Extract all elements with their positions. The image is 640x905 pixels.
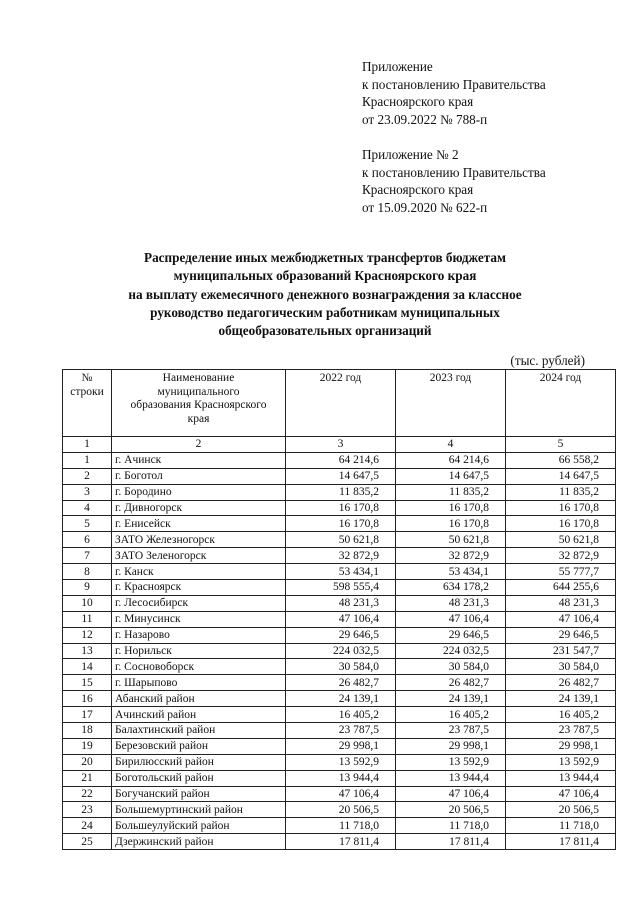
table-row xyxy=(63,659,616,675)
value-2023-cell: 26 482,7 xyxy=(396,675,506,691)
row-number-cell: 11 xyxy=(63,611,112,627)
attachment-header-line: Приложение № 2 xyxy=(362,147,459,162)
table-row xyxy=(63,516,616,532)
row-number-cell: 22 xyxy=(63,786,112,802)
municipality-cell: г. Назарово xyxy=(112,627,286,643)
value-2022-cell: 47 106,4 xyxy=(286,786,396,802)
value-2023-cell: 53 434,1 xyxy=(396,564,506,580)
value-2024-cell: 29 998,1 xyxy=(506,738,616,754)
header-text: образования Красноярского xyxy=(130,399,267,411)
value-2022-cell: 11 718,0 xyxy=(286,818,396,834)
value-2024-cell: 48 231,3 xyxy=(506,595,616,611)
table-row xyxy=(63,532,616,548)
value-2023-cell: 29 646,5 xyxy=(396,627,506,643)
table-header-row xyxy=(63,370,616,437)
row-number-cell: 13 xyxy=(63,643,112,659)
value-2024-cell: 47 106,4 xyxy=(506,611,616,627)
municipality-cell: Богучанский район xyxy=(112,786,286,802)
value-2023-cell: 29 998,1 xyxy=(396,738,506,754)
municipality-cell: Боготольский район xyxy=(112,770,286,786)
table-row xyxy=(63,627,616,643)
row-number-cell: 4 xyxy=(63,500,112,516)
municipality-cell: г. Сосновоборск xyxy=(112,659,286,675)
column-number-row xyxy=(63,437,616,453)
row-number-cell: 7 xyxy=(63,548,112,564)
value-2023-cell: 48 231,3 xyxy=(396,595,506,611)
row-number-cell: 24 xyxy=(63,818,112,834)
municipality-cell: Балахтинский район xyxy=(112,723,286,739)
row-number-cell: 18 xyxy=(63,723,112,739)
row-number-cell: 1 xyxy=(63,452,112,468)
header-2022: 2022 год xyxy=(286,370,396,437)
value-2024-cell: 11 835,2 xyxy=(506,484,616,500)
municipality-cell: г. Дивногорск xyxy=(112,500,286,516)
attachment-header-line: Красноярского края xyxy=(362,182,474,197)
municipality-cell: г. Шарыпово xyxy=(112,675,286,691)
row-number-cell: 21 xyxy=(63,770,112,786)
municipality-cell: г. Минусинск xyxy=(112,611,286,627)
row-number-cell: 20 xyxy=(63,754,112,770)
value-2024-cell: 17 811,4 xyxy=(506,834,616,850)
table-row xyxy=(63,723,616,739)
attachment-header-line: от 23.09.2022 № 788-п xyxy=(362,111,488,127)
header-text: края xyxy=(187,412,210,425)
table-row xyxy=(63,468,616,484)
row-number-cell: 5 xyxy=(63,516,112,532)
municipality-cell: Большеулуйский район xyxy=(112,818,286,834)
table-row xyxy=(63,802,616,818)
header-2023: 2023 год xyxy=(396,370,506,437)
municipality-cell: г. Красноярск xyxy=(112,580,286,596)
value-2022-cell: 14 647,5 xyxy=(286,468,396,484)
value-2022-cell: 17 811,4 xyxy=(286,834,396,850)
row-number-cell: 10 xyxy=(63,595,112,611)
municipality-cell: Большемуртинский район xyxy=(112,802,286,818)
units-label: (тыс. рублей) xyxy=(510,353,585,368)
table-row xyxy=(63,770,616,786)
table-row xyxy=(63,675,616,691)
row-number-cell: 12 xyxy=(63,627,112,643)
table-row xyxy=(63,548,616,564)
value-2023-cell: 23 787,5 xyxy=(396,723,506,739)
row-number-cell: 17 xyxy=(63,707,112,723)
municipality-cell: Бирилюсский район xyxy=(112,754,286,770)
column-number: 5 xyxy=(506,437,616,453)
municipality-cell: г. Бородино xyxy=(112,484,286,500)
value-2022-cell: 47 106,4 xyxy=(286,611,396,627)
header-text: строки xyxy=(70,385,104,398)
value-2022-cell: 224 032,5 xyxy=(286,643,396,659)
municipality-cell: г. Лесосибирск xyxy=(112,595,286,611)
title-line: муниципальных образований Красноярского края xyxy=(173,268,477,284)
value-2023-cell: 64 214,6 xyxy=(396,452,506,468)
attachment-header-line: к постановлению Правительства xyxy=(362,76,546,92)
attachment-header-line: от 15.09.2020 № 622-п xyxy=(362,199,488,215)
table-row xyxy=(63,707,616,723)
document-title xyxy=(40,249,610,340)
column-number: 1 xyxy=(63,437,112,453)
table-row xyxy=(63,754,616,770)
value-2022-cell: 50 621,8 xyxy=(286,532,396,548)
value-2024-cell: 13 592,9 xyxy=(506,754,616,770)
municipality-cell: Дзержинский район xyxy=(112,834,286,850)
municipality-cell: Ачинский район xyxy=(112,707,286,723)
title-line: Распределение иных межбюджетных трансфертов бюджетам xyxy=(144,250,506,265)
municipality-cell: ЗАТО Зеленогорск xyxy=(112,548,286,564)
value-2023-cell: 16 405,2 xyxy=(396,707,506,723)
value-2022-cell: 64 214,6 xyxy=(286,452,396,468)
value-2023-cell: 14 647,5 xyxy=(396,468,506,484)
value-2023-cell: 224 032,5 xyxy=(396,643,506,659)
table-row xyxy=(63,564,616,580)
header-2024: 2024 год xyxy=(506,370,616,437)
header-text: муниципального xyxy=(157,385,240,398)
value-2023-cell: 24 139,1 xyxy=(396,691,506,707)
municipality-cell: Березовский район xyxy=(112,738,286,754)
value-2022-cell: 29 998,1 xyxy=(286,738,396,754)
value-2023-cell: 50 621,8 xyxy=(396,532,506,548)
value-2022-cell: 53 434,1 xyxy=(286,564,396,580)
value-2024-cell: 50 621,8 xyxy=(506,532,616,548)
value-2023-cell: 20 506,5 xyxy=(396,802,506,818)
value-2024-cell: 644 255,6 xyxy=(506,580,616,596)
value-2024-cell: 13 944,4 xyxy=(506,770,616,786)
value-2024-cell: 16 405,2 xyxy=(506,707,616,723)
value-2023-cell: 11 718,0 xyxy=(396,818,506,834)
value-2024-cell: 24 139,1 xyxy=(506,691,616,707)
value-2022-cell: 26 482,7 xyxy=(286,675,396,691)
value-2024-cell: 16 170,8 xyxy=(506,516,616,532)
row-number-cell: 3 xyxy=(63,484,112,500)
header-text: № xyxy=(81,372,93,384)
attachment-header-2 xyxy=(362,146,632,216)
value-2022-cell: 29 646,5 xyxy=(286,627,396,643)
municipality-cell: г. Норильск xyxy=(112,643,286,659)
table-row xyxy=(63,818,616,834)
value-2022-cell: 16 170,8 xyxy=(286,500,396,516)
value-2022-cell: 16 405,2 xyxy=(286,707,396,723)
value-2023-cell: 16 170,8 xyxy=(396,516,506,532)
value-2024-cell: 29 646,5 xyxy=(506,627,616,643)
value-2024-cell: 26 482,7 xyxy=(506,675,616,691)
value-2023-cell: 32 872,9 xyxy=(396,548,506,564)
column-number: 2 xyxy=(112,437,286,453)
attachment-header-line: к постановлению Правительства xyxy=(362,164,546,180)
value-2024-cell: 16 170,8 xyxy=(506,500,616,516)
value-2022-cell: 16 170,8 xyxy=(286,516,396,532)
value-2022-cell: 598 555,4 xyxy=(286,580,396,596)
value-2023-cell: 634 178,2 xyxy=(396,580,506,596)
row-number-cell: 15 xyxy=(63,675,112,691)
row-number-cell: 8 xyxy=(63,564,112,580)
municipality-cell: г. Канск xyxy=(112,564,286,580)
title-line: общеобразовательных организаций xyxy=(218,323,432,339)
title-line: руководство педагогическим работникам муниципальных xyxy=(150,304,500,320)
table-row xyxy=(63,452,616,468)
table-row xyxy=(63,643,616,659)
value-2022-cell: 24 139,1 xyxy=(286,691,396,707)
row-number-cell: 23 xyxy=(63,802,112,818)
value-2023-cell: 13 944,4 xyxy=(396,770,506,786)
value-2022-cell: 11 835,2 xyxy=(286,484,396,500)
table-row xyxy=(63,691,616,707)
row-number-cell: 25 xyxy=(63,834,112,850)
value-2023-cell: 17 811,4 xyxy=(396,834,506,850)
value-2023-cell: 30 584,0 xyxy=(396,659,506,675)
value-2022-cell: 13 592,9 xyxy=(286,754,396,770)
value-2024-cell: 55 777,7 xyxy=(506,564,616,580)
value-2024-cell: 30 584,0 xyxy=(506,659,616,675)
table-row xyxy=(63,595,616,611)
table-row xyxy=(63,484,616,500)
attachment-header xyxy=(362,58,632,128)
value-2022-cell: 20 506,5 xyxy=(286,802,396,818)
value-2023-cell: 11 835,2 xyxy=(396,484,506,500)
value-2024-cell: 23 787,5 xyxy=(506,723,616,739)
column-number: 3 xyxy=(286,437,396,453)
value-2022-cell: 30 584,0 xyxy=(286,659,396,675)
table-row xyxy=(63,786,616,802)
municipality-cell: г. Боготол xyxy=(112,468,286,484)
municipality-cell: г. Енисейск xyxy=(112,516,286,532)
table-row xyxy=(63,738,616,754)
value-2024-cell: 66 558,2 xyxy=(506,452,616,468)
value-2024-cell: 11 718,0 xyxy=(506,818,616,834)
value-2023-cell: 47 106,4 xyxy=(396,611,506,627)
value-2022-cell: 32 872,9 xyxy=(286,548,396,564)
row-number-cell: 2 xyxy=(63,468,112,484)
municipality-cell: г. Ачинск xyxy=(112,452,286,468)
header-row-number xyxy=(63,370,112,437)
value-2024-cell: 14 647,5 xyxy=(506,468,616,484)
row-number-cell: 14 xyxy=(63,659,112,675)
value-2024-cell: 47 106,4 xyxy=(506,786,616,802)
transfers-table xyxy=(62,369,616,850)
value-2024-cell: 20 506,5 xyxy=(506,802,616,818)
column-number: 4 xyxy=(396,437,506,453)
value-2022-cell: 13 944,4 xyxy=(286,770,396,786)
municipality-cell: ЗАТО Железногорск xyxy=(112,532,286,548)
value-2024-cell: 231 547,7 xyxy=(506,643,616,659)
header-municipality xyxy=(112,370,286,437)
value-2022-cell: 23 787,5 xyxy=(286,723,396,739)
title-line: на выплату ежемесячного денежного вознаграждения за классное xyxy=(128,286,522,302)
row-number-cell: 16 xyxy=(63,691,112,707)
row-number-cell: 19 xyxy=(63,738,112,754)
value-2022-cell: 48 231,3 xyxy=(286,595,396,611)
value-2023-cell: 47 106,4 xyxy=(396,786,506,802)
value-2023-cell: 16 170,8 xyxy=(396,500,506,516)
table-row xyxy=(63,500,616,516)
attachment-header-line: Красноярского края xyxy=(362,94,474,109)
header-text: Наименование xyxy=(162,372,235,384)
value-2023-cell: 13 592,9 xyxy=(396,754,506,770)
row-number-cell: 6 xyxy=(63,532,112,548)
municipality-cell: Абанский район xyxy=(112,691,286,707)
table-row xyxy=(63,834,616,850)
table-row xyxy=(63,611,616,627)
attachment-header-line: Приложение xyxy=(362,59,433,74)
table-row xyxy=(63,580,616,596)
value-2024-cell: 32 872,9 xyxy=(506,548,616,564)
row-number-cell: 9 xyxy=(63,580,112,596)
